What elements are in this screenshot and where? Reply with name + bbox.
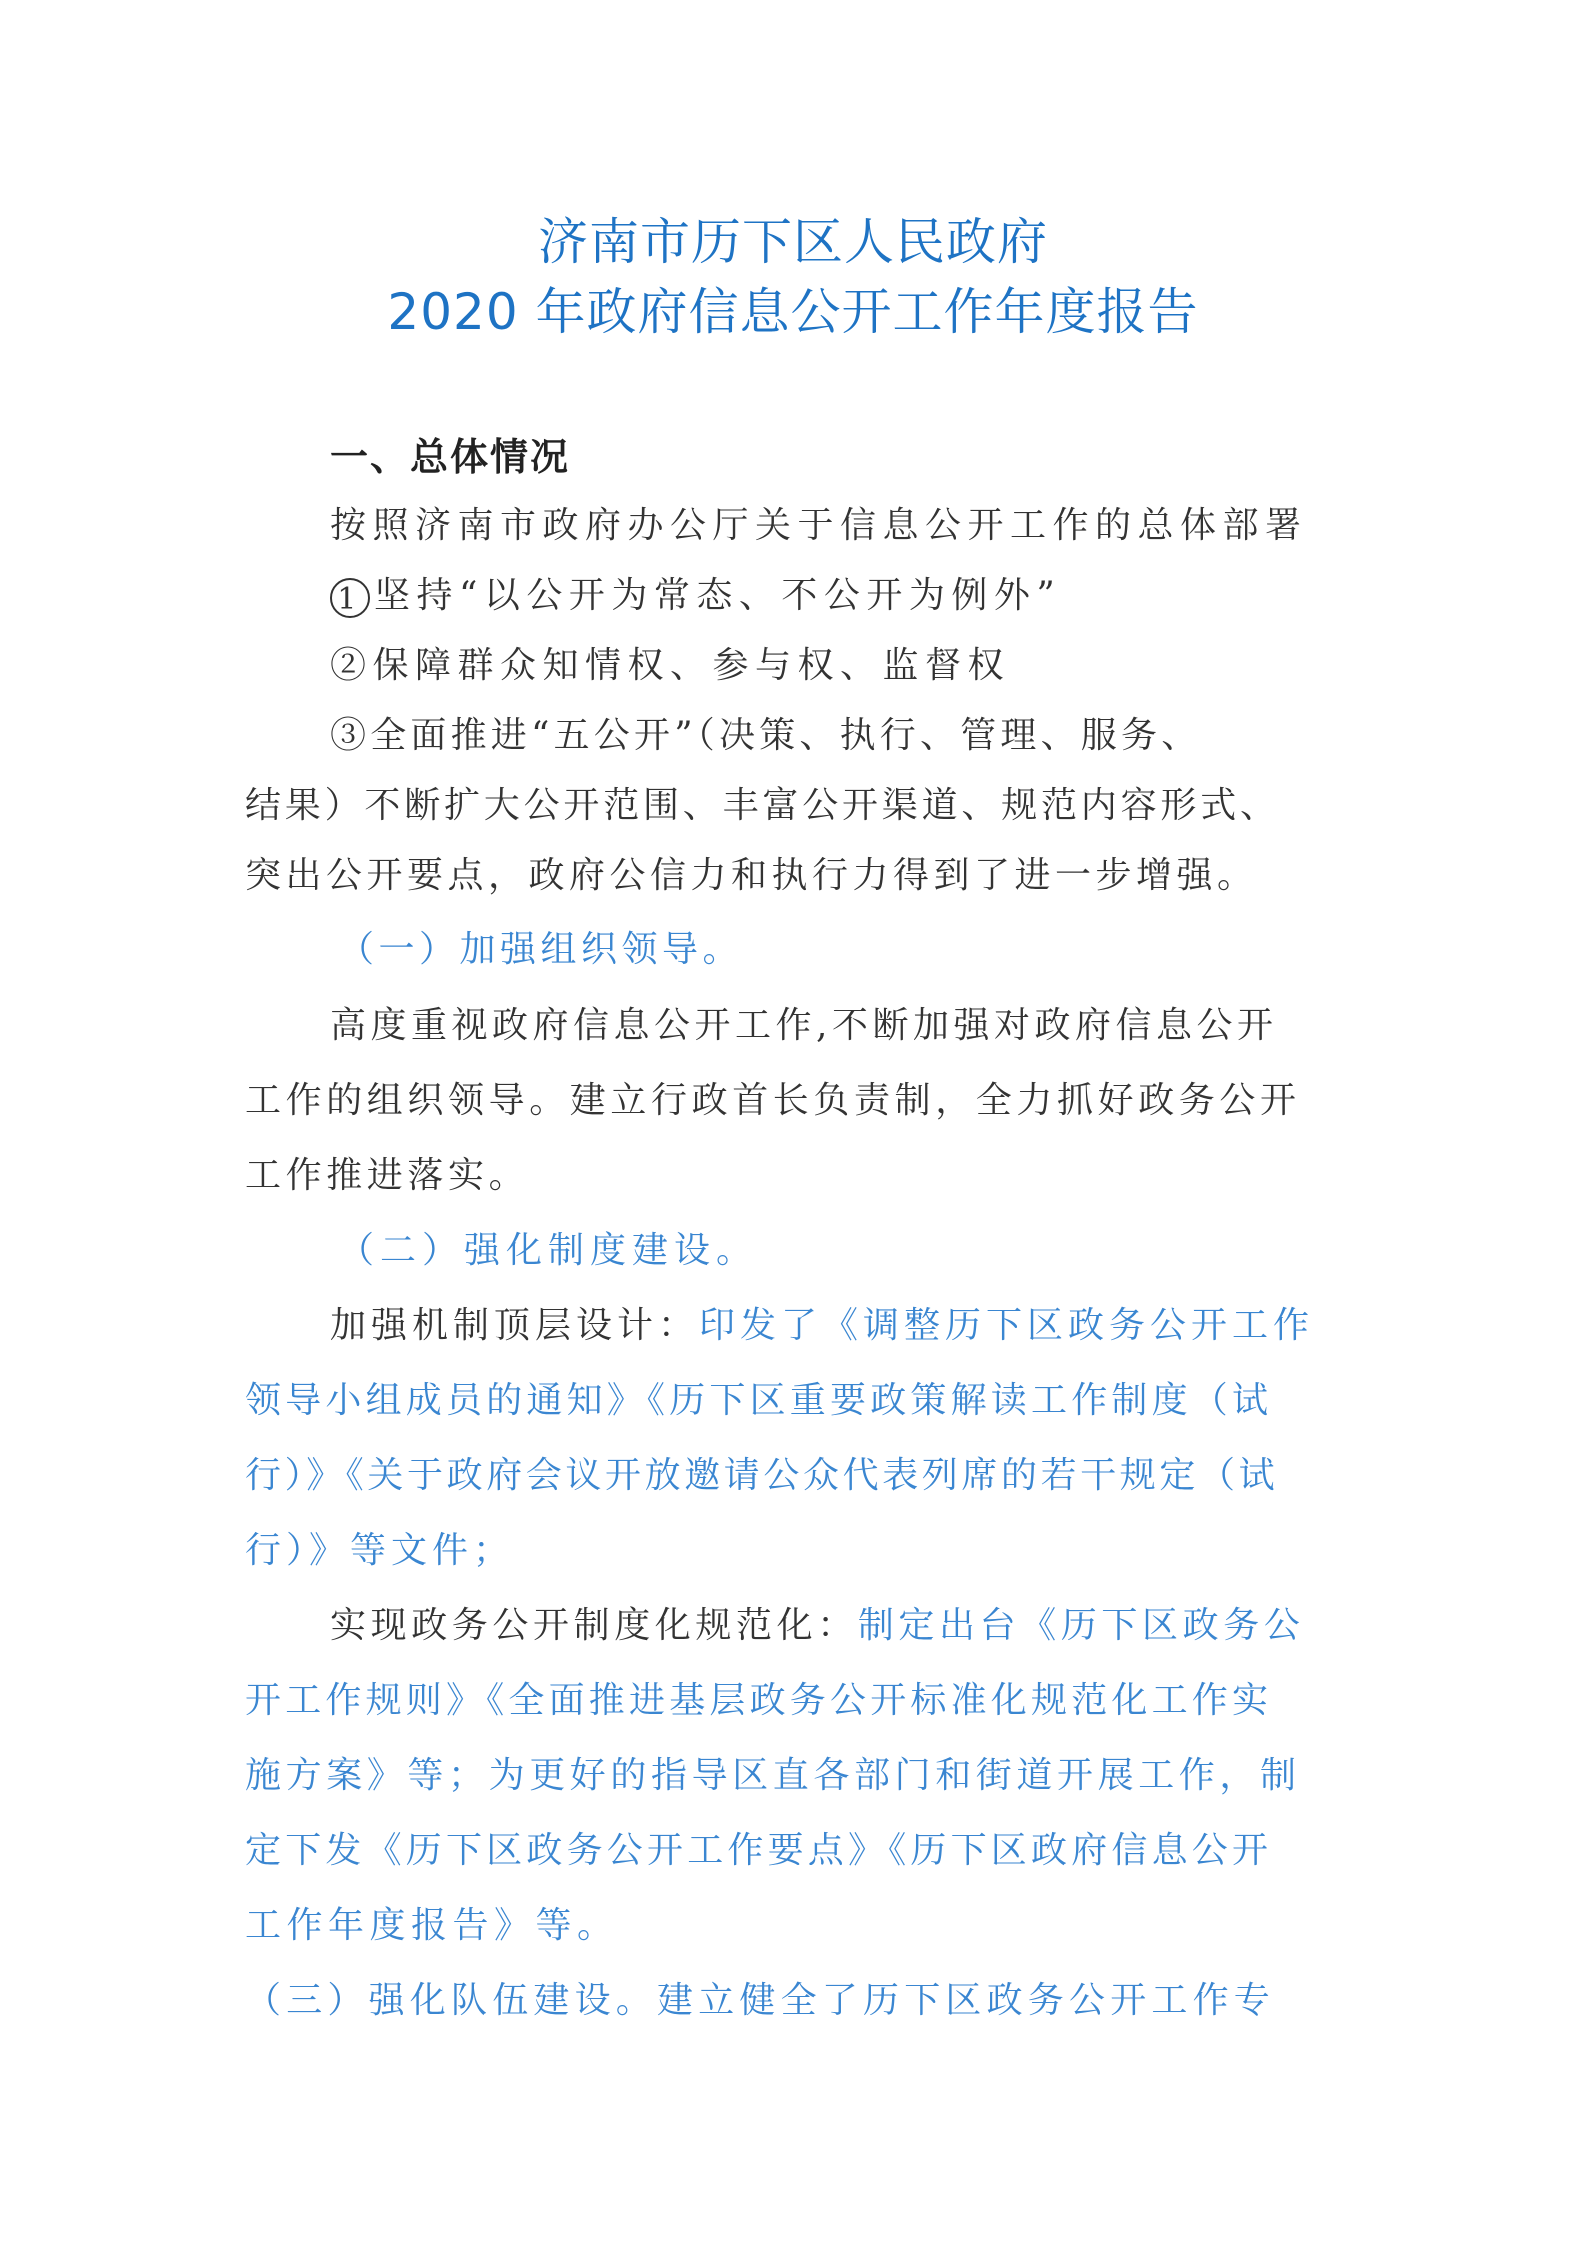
point-3-line-3: 突出公开要点，政府公信力和执行力得到了进一步增强。 [245, 855, 1258, 896]
institution-paragraph-2-line-1 [330, 1602, 1304, 1650]
document-title-line-1: 济南市历下区人民政府 [538, 213, 1048, 271]
intro-paragraph: 按照济南市政府办公厅关于信息公开工作的总体部署 [330, 505, 1308, 546]
point-2: ②保障群众知情权、参与权、监督权 [330, 645, 1011, 686]
institution-paragraph-2-line-4: 定下发《历下区政务公开工作要点》《历下区政府信息公开 [245, 1830, 1273, 1871]
institution-paragraph-2-line-3: 施方案》等；为更好的指导区直各部门和街道开展工作，制 [245, 1755, 1301, 1796]
document-title-line-2: 2020 年政府信息公开工作年度报告 [387, 283, 1199, 341]
organization-paragraph-line-2: 工作的组织领导。建立行政首长负责制，全力抓好政务公开 [245, 1080, 1301, 1121]
institution-paragraph-1-line-2: 领导小组成员的通知》《历下区重要政策解读工作制度（试 [245, 1380, 1273, 1421]
subheading-institution: （二）强化制度建设。 [338, 1230, 759, 1271]
organization-paragraph-line-1: 高度重视政府信息公开工作,不断加强对政府信息公开 [330, 1005, 1278, 1046]
institution-paragraph-2-lead: 实现政务公开制度化规范化： [330, 1605, 858, 1646]
institution-paragraph-1-line-3: 行）》《关于政府会议开放邀请公众代表列席的若干规定（试 [245, 1455, 1279, 1496]
institution-paragraph-1-lead: 加强机制顶层设计： [330, 1305, 700, 1346]
subheading-organization: （一）加强组织领导。 [338, 929, 744, 970]
institution-paragraph-2-line-2: 开工作规则》《全面推进基层政务公开标准化规范化工作实 [245, 1680, 1273, 1721]
section-heading-overview: 一、总体情况 [330, 435, 571, 479]
point-1-text: 坚持“以公开为常态、不公开为例外” [374, 575, 1062, 616]
point-3-line-1: ③全面推进“五公开”（决策、执行、管理、服务、 [330, 715, 1202, 756]
point-1 [330, 572, 1061, 620]
institution-paragraph-2-line-5: 工作年度报告》等。 [245, 1905, 619, 1946]
point-3-line-2: 结果）不断扩大公开范围、丰富公开渠道、规范内容形式、 [245, 785, 1280, 826]
circled-number-1: 1 [330, 578, 370, 618]
institution-paragraph-1-line-1 [330, 1302, 1314, 1350]
institution-paragraph-1-docs: 印发了《调整历下区政务公开工作 [699, 1305, 1315, 1346]
institution-paragraph-2-docs: 制定出台《历下区政务公 [857, 1605, 1305, 1646]
organization-paragraph-line-3: 工作推进落实。 [245, 1155, 530, 1196]
institution-paragraph-1-line-4: 行）》等文件； [245, 1530, 515, 1571]
subheading-team-building: （三）强化队伍建设。建立健全了历下区政务公开工作专 [245, 1980, 1276, 2021]
